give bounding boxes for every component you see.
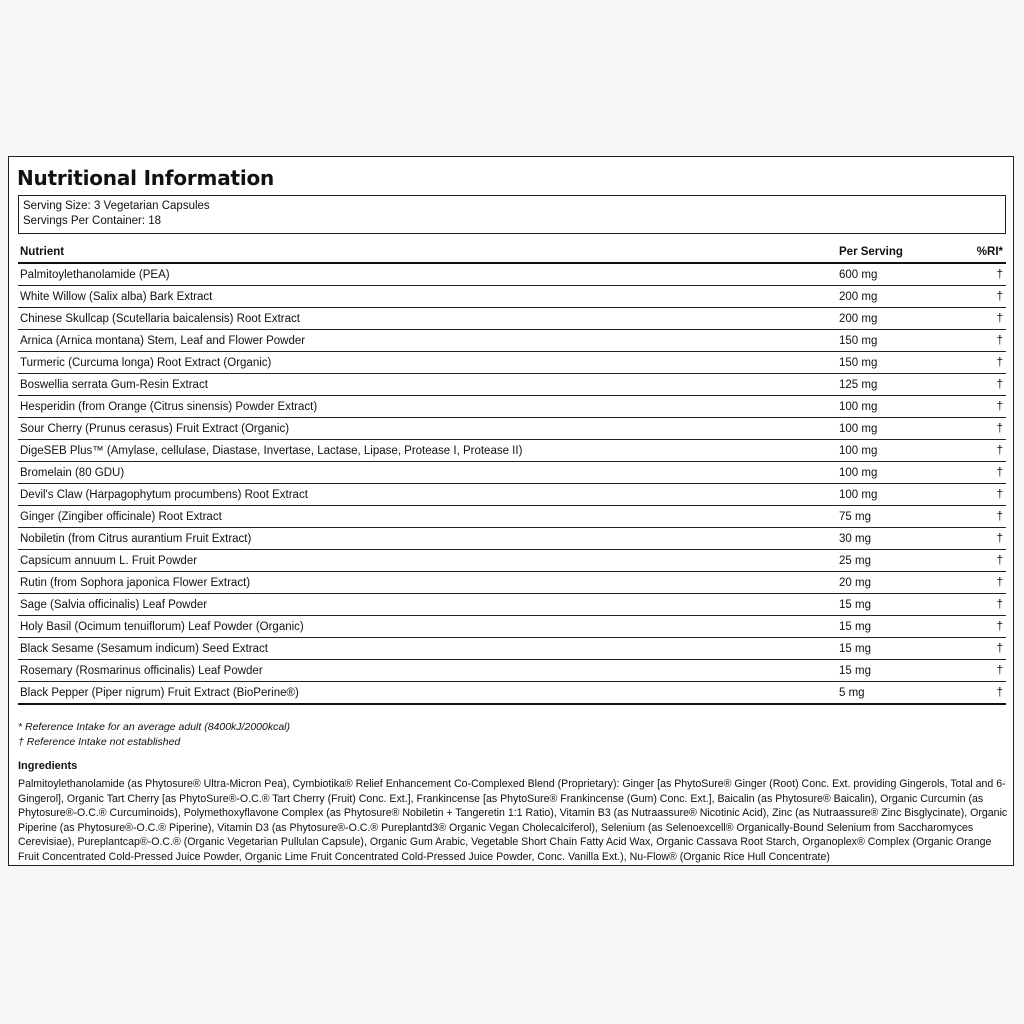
nutrient-name: Boswellia serrata Gum-Resin Extract <box>20 378 208 391</box>
nutrient-name: Rutin (from Sophora japonica Flower Extract) <box>20 576 251 589</box>
table-row <box>18 462 1006 484</box>
nutrient-amount: 100 mg <box>839 422 878 435</box>
column-header-ri: %RI* <box>976 246 1003 258</box>
nutrient-name: Capsicum annuum L. Fruit Powder <box>20 554 198 567</box>
nutrient-amount: 200 mg <box>839 312 878 325</box>
nutrient-name: Black Pepper (Piper nigrum) Fruit Extract (BioPerine®) <box>20 686 299 699</box>
nutrient-ri: † <box>996 378 1003 391</box>
nutrient-amount: 150 mg <box>839 334 878 347</box>
nutrient-ri: † <box>996 422 1003 435</box>
table-row <box>18 418 1006 440</box>
table-row <box>18 330 1006 352</box>
page-title: Nutritional Information <box>17 166 275 190</box>
nutrient-ri: † <box>996 444 1003 457</box>
nutrient-amount: 125 mg <box>839 378 878 391</box>
nutrient-ri: † <box>996 400 1003 413</box>
nutrient-name: Holy Basil (Ocimum tenuiflorum) Leaf Powder (Organic) <box>20 620 304 633</box>
nutrition-panel <box>8 156 1014 866</box>
nutrient-ri: † <box>996 532 1003 545</box>
column-header-per-serving: Per Serving <box>839 246 903 258</box>
nutrient-name: DigeSEB Plus™ (Amylase, cellulase, Diastase, Invertase, Lactase, Lipase, Protease I, Protease II) <box>20 444 523 457</box>
table-row <box>18 440 1006 462</box>
footnotes <box>18 720 290 749</box>
servings-per-container: Servings Per Container: 18 <box>23 215 162 227</box>
nutrient-name: Devil's Claw (Harpagophytum procumbens) Root Extract <box>20 488 308 501</box>
ingredients-text: Palmitoylethanolamide (as Phytosure® Ultra-Micron Pea), Cymbiotika® Relief Enhancement Co-Complexed Blend (Proprietary): Ginger [as PhytoSure® Ginger (Root) Conc. Ext. providing Gingerols, Total and 6-Gingerol], Organic Tart Cherry [as PhytoSure®-O.C.® Tart Cherry (Fruit) Conc. Ext.], Frankincense [as PhytoSure® Frankincense (Gum) Conc. Ext.], Baicalin (as Phytosure® Baicalin), Organic Curcumin (as Phytosure®-O.C.® Curcuminoids), Polymethoxyflavone Complex (as Phytosure® Nobiletin + Tangeretin 1:1 Ratio), Vitamin B3 (as Nutraassure® Nicotinic Acid), Zinc (as Nutraassure® Zinc Bisglycinate), Organic Piperine (as Phytosure®-O.C.® Piperine), Vitamin D3 (as Phytosure®-O.C.® Pureplantd3® Organic Vegan Cholecalciferol), Selenium (as Selenoexcell® Organically-Bound Selenium from Saccharomyces Cerevisiae), Pureplantcap®-O.C.® (Organic Vegetarian Pullulan Capsule), Organic Gum Arabic, Vegetable Short Chain Fatty Acid Wax, Organic Cassava Root Starch, Organoplex® Complex (Organic Orange Fruit Concentrated Cold-Pressed Juice Powder, Organic Lime Fruit Concentrated Cold-Pressed Juice Powder, Conc. Vanilla Ext.), Nu-Flow® (Organic Rice Hull Concentrate) <box>18 778 1008 863</box>
nutrient-name: Chinese Skullcap (Scutellaria baicalensis) Root Extract <box>20 312 300 325</box>
nutrient-ri: † <box>996 356 1003 369</box>
table-header-row <box>18 243 1006 264</box>
table-row <box>18 264 1006 286</box>
table-row <box>18 484 1006 506</box>
nutrient-ri: † <box>996 510 1003 523</box>
table-body <box>18 264 1006 705</box>
nutrient-name: White Willow (Salix alba) Bark Extract <box>20 290 213 303</box>
nutrient-ri: † <box>996 620 1003 633</box>
table-row <box>18 660 1006 682</box>
nutrient-name: Arnica (Arnica montana) Stem, Leaf and Flower Powder <box>20 334 306 347</box>
nutrient-ri: † <box>996 664 1003 677</box>
table-row <box>18 550 1006 572</box>
column-header-nutrient: Nutrient <box>20 246 65 258</box>
nutrient-table <box>18 243 1006 705</box>
nutrient-name: Sage (Salvia officinalis) Leaf Powder <box>20 598 208 611</box>
nutrient-ri: † <box>996 268 1003 281</box>
table-row <box>18 374 1006 396</box>
footnote-not-established: † Reference Intake not established <box>18 735 181 748</box>
nutrient-ri: † <box>996 488 1003 501</box>
nutrient-name: Nobiletin (from Citrus aurantium Fruit Extract) <box>20 532 252 545</box>
nutrient-amount: 5 mg <box>839 686 865 699</box>
nutrient-name: Rosemary (Rosmarinus officinalis) Leaf Powder <box>20 664 263 677</box>
nutrient-name: Bromelain (80 GDU) <box>20 466 125 479</box>
table-row <box>18 638 1006 660</box>
nutrient-ri: † <box>996 598 1003 611</box>
table-row <box>18 308 1006 330</box>
nutrient-amount: 25 mg <box>839 554 871 567</box>
nutrient-name: Palmitoylethanolamide (PEA) <box>20 268 170 281</box>
nutrient-amount: 30 mg <box>839 532 871 545</box>
nutrient-amount: 100 mg <box>839 466 878 479</box>
serving-info-box <box>18 195 1006 234</box>
nutrient-amount: 100 mg <box>839 444 878 457</box>
nutrient-name: Hesperidin (from Orange (Citrus sinensis) Powder Extract) <box>20 400 318 413</box>
nutrient-amount: 100 mg <box>839 488 878 501</box>
nutrient-amount: 150 mg <box>839 356 878 369</box>
nutrient-name: Turmeric (Curcuma longa) Root Extract (Organic) <box>20 356 272 369</box>
nutrient-ri: † <box>996 686 1003 699</box>
nutrient-amount: 600 mg <box>839 268 878 281</box>
table-row <box>18 682 1006 703</box>
ingredients-heading: Ingredients <box>18 760 78 772</box>
table-row <box>18 506 1006 528</box>
nutrient-amount: 200 mg <box>839 290 878 303</box>
table-row <box>18 352 1006 374</box>
table-row <box>18 616 1006 638</box>
table-row <box>18 528 1006 550</box>
table-row <box>18 286 1006 308</box>
nutrient-name: Sour Cherry (Prunus cerasus) Fruit Extract (Organic) <box>20 422 290 435</box>
nutrient-ri: † <box>996 334 1003 347</box>
nutrient-ri: † <box>996 576 1003 589</box>
nutrient-ri: † <box>996 554 1003 567</box>
nutrient-amount: 20 mg <box>839 576 871 589</box>
nutrient-amount: 15 mg <box>839 598 871 611</box>
nutrient-amount: 100 mg <box>839 400 878 413</box>
serving-size: Serving Size: 3 Vegetarian Capsules <box>23 200 210 212</box>
nutrient-amount: 75 mg <box>839 510 871 523</box>
nutrient-ri: † <box>996 466 1003 479</box>
nutrient-ri: † <box>996 290 1003 303</box>
nutrient-ri: † <box>996 312 1003 325</box>
nutrient-amount: 15 mg <box>839 642 871 655</box>
nutrient-name: Ginger (Zingiber officinale) Root Extract <box>20 510 222 523</box>
footnote-reference-intake: * Reference Intake for an average adult (8400kJ/2000kcal) <box>18 721 291 733</box>
nutrient-amount: 15 mg <box>839 664 871 677</box>
table-row <box>18 572 1006 594</box>
nutrient-ri: † <box>996 642 1003 655</box>
table-row <box>18 396 1006 418</box>
nutrient-name: Black Sesame (Sesamum indicum) Seed Extract <box>20 642 268 655</box>
nutrient-amount: 15 mg <box>839 620 871 633</box>
table-row <box>18 594 1006 616</box>
